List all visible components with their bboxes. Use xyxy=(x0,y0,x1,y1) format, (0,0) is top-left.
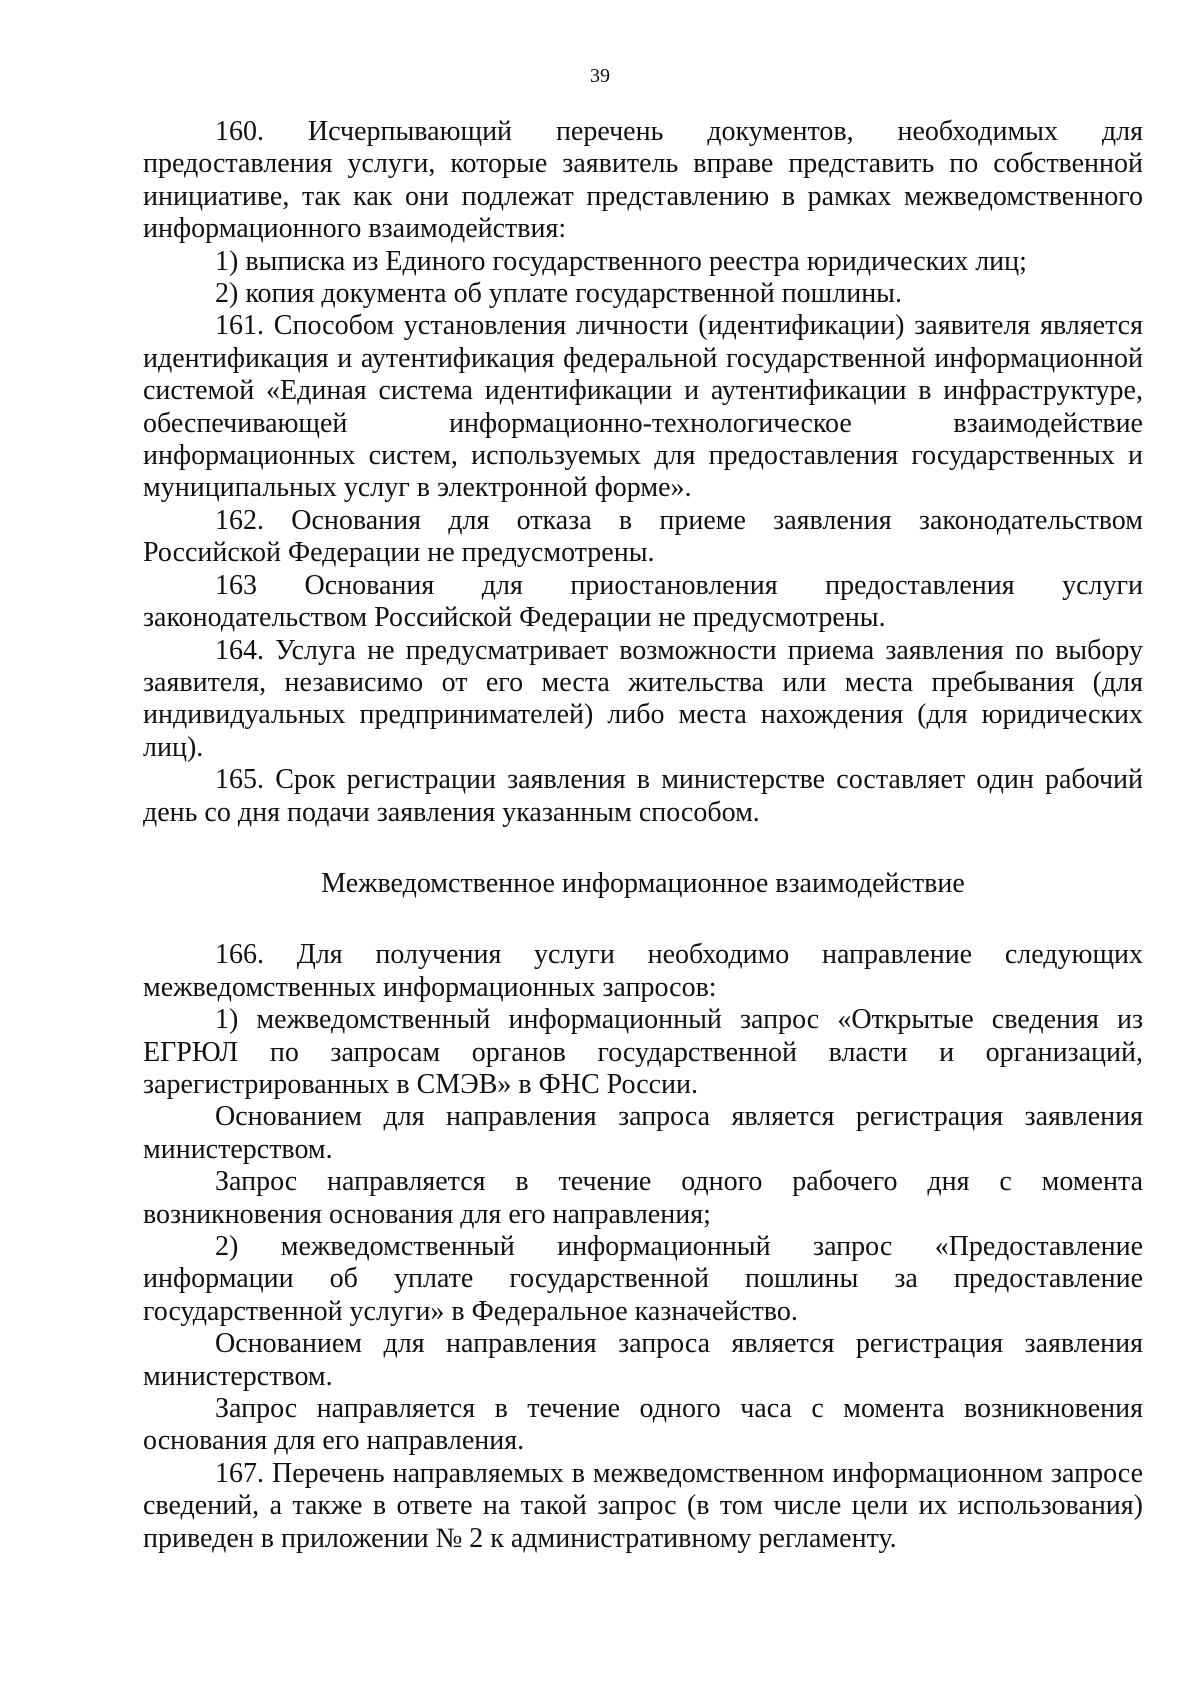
paragraph-164: 164. Услуга не предусматривает возможности приема заявления по выбору заявителя, независимо от его места жительства или места пребывания (для индивидуальных предпринимателей) либо места нахождения (для юридических лиц). xyxy=(143,634,1143,763)
page-number: 39 xyxy=(590,65,610,87)
paragraph-166: 166. Для получения услуги необходимо направление следующих межведомственных информационных запросов: xyxy=(143,939,1143,1003)
paragraph-163: 163 Основания для приостановления предоставления услуги законодательством Российской Федерации не предусмотрены. xyxy=(143,569,1143,634)
list-item-160-1: 1) выписка из Единого государственного реестра юридических лиц; xyxy=(215,245,1027,277)
paragraph-165: 165. Срок регистрации заявления в министерстве составляет один рабочий день со дня подачи заявления указанным способом. xyxy=(143,764,1143,828)
section-heading: Межведомственное информационное взаимодействие xyxy=(321,867,965,899)
paragraph-167: 167. Перечень направляемых в межведомственном информационном запросе сведений, а также в ответе на такой запрос (в том числе цели их использования) приведен в приложении № 2 к административному регламенту. xyxy=(143,1457,1143,1554)
paragraph-166-1-term: Запрос направляется в течение одного рабочего дня с момента возникновения основания для его направления; xyxy=(143,1166,1143,1230)
list-item-166-2: 2) межведомственный информационный запрос «Предоставление информации об уплате государственной пошлины за предоставление государственной услуги» в Федеральное казначейство. xyxy=(143,1231,1143,1327)
paragraph-166-2-basis: Основанием для направления запроса является регистрация заявления министерством. xyxy=(143,1328,1143,1392)
paragraph-161: 161. Способом установления личности (идентификации) заявителя является идентификация и аутентификация федеральной государственной информационной системой «Единая система идентификации и аутентификации в инфраструктуре, обеспечивающей информационно-технологическое взаимодействие информационных систем, используемых для предоставления государственных и муниципальных услуг в электронной форме». xyxy=(143,310,1143,504)
list-item-166-1: 1) межведомственный информационный запрос «Открытые сведения из ЕГРЮЛ по запросам органов государственной власти и организаций, зарегистрированных в СМЭВ» в ФНС России. xyxy=(143,1004,1143,1100)
list-item-160-2: 2) копия документа об уплате государственной пошлины. xyxy=(215,278,902,310)
paragraph-160: 160. Исчерпывающий перечень документов, необходимых для предоставления услуги, которые заявитель вправе представить по собственной инициативе, так как они подлежат представлению в рамках межведомственного информационного взаимодействия: xyxy=(143,116,1143,245)
document-body xyxy=(143,116,1143,1555)
paragraph-166-1-basis: Основанием для направления запроса является регистрация заявления министерством. xyxy=(143,1101,1143,1165)
paragraph-166-2-term: Запрос направляется в течение одного часа с момента возникновения основания для его направления. xyxy=(143,1393,1143,1457)
paragraph-162: 162. Основания для отказа в приеме заявления законодательством Российской Федерации не предусмотрены. xyxy=(143,504,1143,569)
